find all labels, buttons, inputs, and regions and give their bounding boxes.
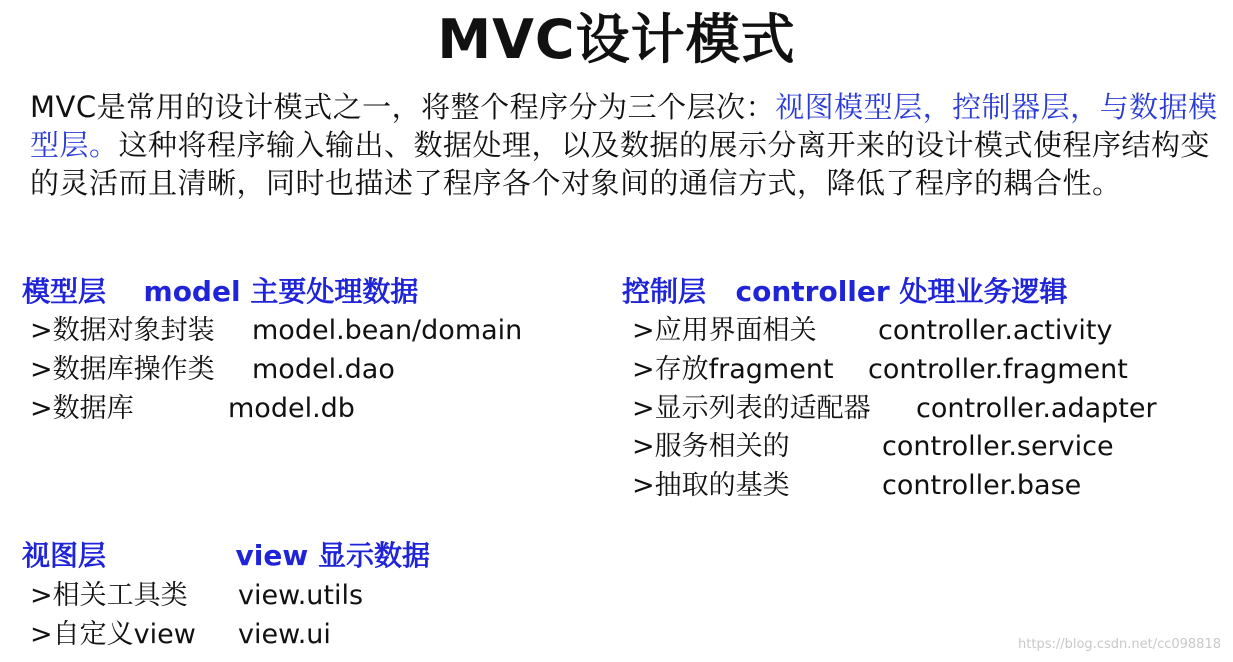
controller-row-package: controller.fragment: [868, 354, 1128, 385]
model-row: [30, 312, 523, 350]
model-row-package: model.db: [228, 393, 355, 424]
view-heading-desc: 显示数据: [317, 539, 430, 572]
controller-row: [632, 351, 1128, 389]
model-row: [30, 390, 355, 428]
view-row-package: view.ui: [238, 619, 331, 650]
model-heading-desc: 主要处理数据: [250, 275, 419, 308]
controller-row-label: >显示列表的适配器: [632, 393, 871, 424]
controller-row-label: >服务相关的: [632, 431, 790, 462]
page-title: MVC设计模式: [437, 8, 796, 71]
view-row: [30, 577, 364, 615]
controller-row-package: controller.base: [882, 470, 1082, 501]
view-heading-key: view: [235, 539, 309, 572]
model-heading-key: model: [143, 275, 241, 308]
controller-row-package: controller.activity: [878, 315, 1113, 346]
view-row-label: >自定义view: [30, 619, 196, 650]
controller-heading-key: controller: [735, 275, 890, 308]
controller-heading: [622, 274, 1067, 310]
controller-row-label: >应用界面相关: [632, 315, 817, 346]
watermark: https://blog.csdn.net/cc098818: [1018, 637, 1221, 652]
intro-text-1: MVC是常用的设计模式之一，将整个程序分为三个层次：: [30, 90, 776, 124]
model-row-package: model.bean/domain: [252, 315, 523, 346]
model-row-package: model.dao: [252, 354, 395, 385]
controller-row: [632, 390, 1157, 428]
view-heading: [22, 538, 430, 574]
controller-heading-desc: 处理业务逻辑: [899, 275, 1068, 308]
controller-row-package: controller.adapter: [916, 393, 1157, 424]
view-heading-name: 视图层: [22, 539, 107, 572]
controller-row: [632, 428, 1114, 466]
intro-paragraph: [30, 88, 1222, 202]
model-row: [30, 351, 395, 389]
model-heading: [22, 274, 418, 310]
controller-row-label: >存放fragment: [632, 354, 834, 385]
model-heading-name: 模型层: [22, 275, 107, 308]
controller-row: [632, 467, 1082, 505]
view-row-label: >相关工具类: [30, 580, 188, 611]
intro-text-2: 这种将程序输入输出、数据处理，以及数据的展示分离开来的设计模式使程序结构变的灵活而且清晰，同时也描述了程序各个对象间的通信方式，降低了程序的耦合性。: [30, 128, 1211, 200]
view-row: [30, 616, 331, 654]
controller-heading-name: 控制层: [622, 275, 707, 308]
model-row-label: >数据对象封装: [30, 315, 215, 346]
controller-row-label: >抽取的基类: [632, 470, 790, 501]
controller-row-package: controller.service: [882, 431, 1114, 462]
intro-highlight: 视图模型层，控制器层，与数据模型层。: [30, 90, 1218, 162]
model-row-label: >数据库操作类: [30, 354, 215, 385]
view-row-package: view.utils: [238, 580, 364, 611]
controller-row: [632, 312, 1113, 350]
model-row-label: >数据库: [30, 393, 134, 424]
